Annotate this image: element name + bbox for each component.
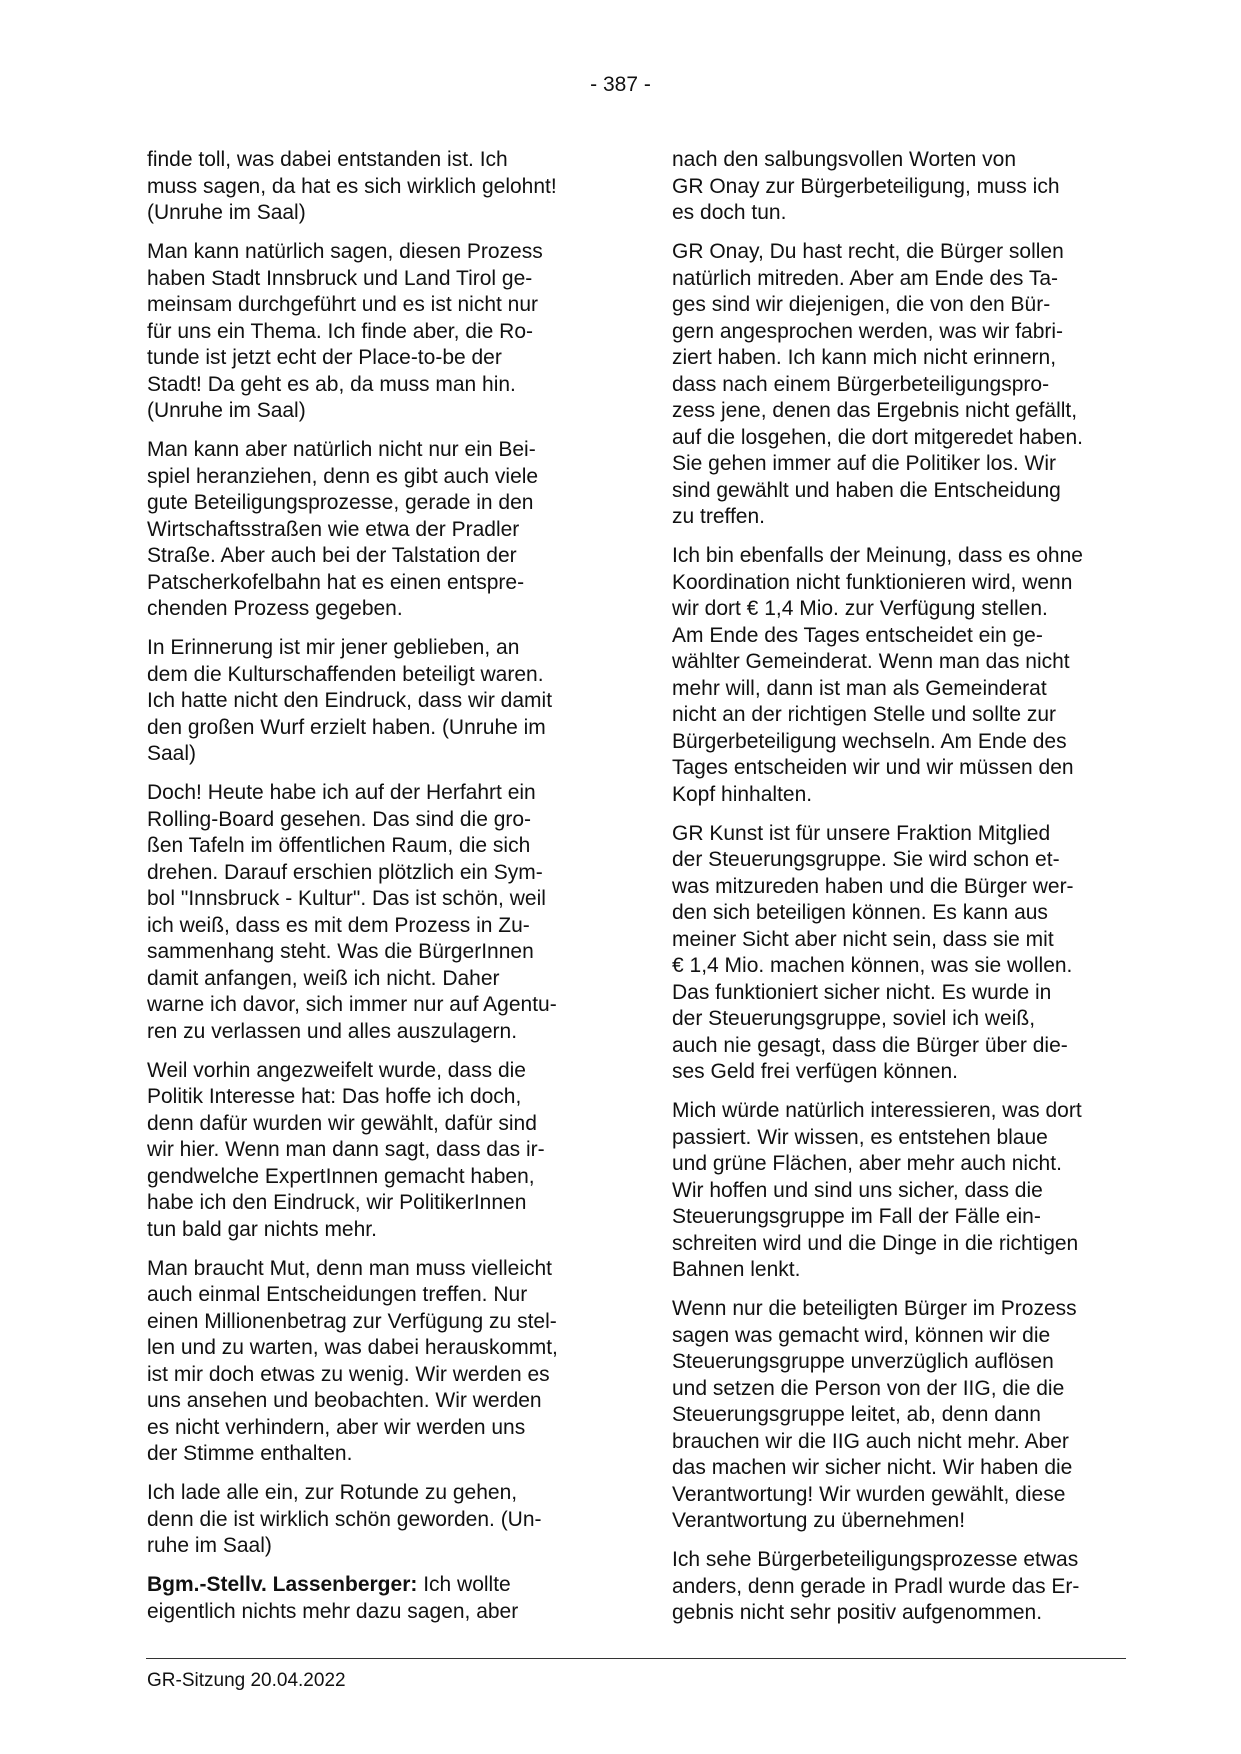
text-line: uns ansehen und beobachten. Wir werden	[147, 1389, 542, 1412]
text-line: dass nach einem Bürgerbeteiligungspro-	[672, 372, 1050, 396]
text-line: schreiten wird und die Dinge in die richtigen	[672, 1231, 1079, 1255]
text-line: Ich hatte nicht den Eindruck, dass wir damit	[147, 689, 553, 712]
text-line: passiert. Wir wissen, es entstehen blaue	[672, 1125, 1048, 1149]
text-line: Kopf hinhalten.	[672, 782, 813, 806]
paragraph	[147, 147, 617, 227]
text-line: Mich würde natürlich interessieren, was dort	[672, 1099, 1082, 1122]
text-line: es doch tun.	[672, 201, 787, 224]
text-line: Saal)	[147, 742, 197, 765]
text-line: ist mir doch etwas zu wenig. Wir werden es	[147, 1362, 550, 1386]
text-line: Stadt! Da geht es ab, da muss man hin.	[147, 372, 516, 396]
text-line: Politik Interesse hat: Das hoffe ich doch,	[147, 1085, 522, 1108]
text-line: ren zu verlassen und alles auszulagern.	[147, 1019, 518, 1043]
text-line: zess jene, denen das Ergebnis nicht gefällt,	[672, 399, 1078, 422]
text-line: das machen wir sicher nicht. Wir haben die	[672, 1456, 1073, 1479]
text-line: habe ich den Eindruck, wir PolitikerInnen	[147, 1191, 527, 1214]
text-line: ges sind wir diejenigen, die von den Bür-	[672, 293, 1051, 316]
text-line: und grüne Flächen, aber mehr auch nicht.	[672, 1152, 1062, 1175]
text-line: einen Millionenbetrag zur Verfügung zu stel-	[147, 1309, 557, 1333]
right-column	[672, 147, 1142, 1639]
footer-divider	[146, 1658, 1126, 1659]
paragraph	[147, 635, 617, 768]
text-line: Man kann natürlich sagen, diesen Prozess	[147, 240, 543, 263]
text-line: denn die ist wirklich schön geworden. (Un-	[147, 1507, 542, 1531]
paragraph	[147, 780, 617, 1045]
text-line: wir dort € 1,4 Mio. zur Verfügung stellen.	[672, 597, 1048, 620]
text-line: Straße. Aber auch bei der Talstation der	[147, 544, 517, 567]
page-number: - 387 -	[590, 73, 651, 96]
text-line: der Steuerungsgruppe. Sie wird schon et-	[672, 848, 1060, 871]
left-column	[147, 147, 617, 1638]
text-line: Das funktioniert sicher nicht. Es wurde in	[672, 980, 1052, 1004]
text-line: nicht an der richtigen Stelle und sollte zur	[672, 703, 1057, 726]
text-line: anders, denn gerade in Pradl wurde das Er-	[672, 1574, 1080, 1598]
text-line: Sie gehen immer auf die Politiker los. Wir	[672, 452, 1056, 475]
text-line: Wir hoffen und sind uns sicher, dass die	[672, 1178, 1043, 1202]
text-line: Koordination nicht funktionieren wird, wenn	[672, 570, 1073, 594]
text-line: nach den salbungsvollen Worten von	[672, 148, 1017, 171]
text-line: Am Ende des Tages entscheidet ein ge-	[672, 623, 1043, 647]
text-line: tun bald gar nichts mehr.	[147, 1217, 377, 1241]
text-line: auf die losgehen, die dort mitgeredet haben.	[672, 425, 1083, 449]
text-line: bol "Innsbruck - Kultur". Das ist schön, weil	[147, 887, 546, 910]
text-line: gendwelche ExpertInnen gemacht haben,	[147, 1164, 535, 1188]
speaker-name: Bgm.-Stellv. Lassenberger:	[147, 1573, 418, 1596]
paragraph	[147, 437, 617, 623]
text-line: sind gewählt und haben die Entscheidung	[672, 478, 1061, 502]
paragraph	[147, 239, 617, 425]
text-line: für uns ein Thema. Ich finde aber, die Ro-	[147, 319, 533, 343]
text-line: GR Onay, Du hast recht, die Bürger sollen	[672, 240, 1064, 263]
text-line: Steuerungsgruppe unverzüglich auflösen	[672, 1350, 1054, 1373]
text-line	[147, 1572, 617, 1599]
text-line: € 1,4 Mio. machen können, was sie wollen.	[672, 954, 1073, 977]
text-line: Wirtschaftsstraßen wie etwa der Pradler	[147, 517, 520, 541]
text-line: (Unruhe im Saal)	[147, 399, 306, 422]
text-line: Bahnen lenkt.	[672, 1258, 801, 1281]
text-line: GR Onay zur Bürgerbeteiligung, muss ich	[672, 174, 1060, 198]
text-line: es nicht verhindern, aber wir werden uns	[147, 1415, 526, 1439]
paragraph	[672, 1296, 1142, 1535]
text-line: Weil vorhin angezweifelt wurde, dass die	[147, 1058, 526, 1082]
text-line: warne ich davor, sich immer nur auf Agentu-	[147, 993, 557, 1016]
text-line: Ich sehe Bürgerbeteiligungsprozesse etwas	[672, 1548, 1079, 1571]
paragraph	[672, 147, 1142, 227]
text-line: auch nie gesagt, dass die Bürger über die-	[672, 1033, 1068, 1057]
paragraph	[147, 1256, 617, 1468]
text-line: brauchen wir die IIG auch nicht mehr. Aber	[672, 1429, 1069, 1453]
text-line: meinsam durchgeführt und es ist nicht nur	[147, 293, 539, 316]
paragraph	[147, 1480, 617, 1560]
text-line: finde toll, was dabei entstanden ist. Ich	[147, 148, 508, 171]
paragraph	[672, 543, 1142, 808]
text-line: chenden Prozess gegeben.	[147, 597, 403, 620]
text-line: mehr will, dann ist man als Gemeinderat	[672, 676, 1047, 700]
text-line: Ich bin ebenfalls der Meinung, dass es ohne	[672, 544, 1083, 567]
text-line: drehen. Darauf erschien plötzlich ein Sym-	[147, 860, 543, 884]
text-line: natürlich mitreden. Aber am Ende des Ta-	[672, 266, 1058, 290]
text-line: und setzen die Person von der IIG, die die	[672, 1376, 1065, 1400]
text-line: Verantwortung zu übernehmen!	[672, 1509, 966, 1532]
text-line: Steuerungsgruppe leitet, ab, denn dann	[672, 1403, 1041, 1426]
text-line: eigentlich nichts mehr dazu sagen, aber	[147, 1599, 519, 1623]
text-line: muss sagen, da hat es sich wirklich gelohnt!	[147, 174, 557, 198]
text-line: In Erinnerung ist mir jener geblieben, an	[147, 636, 520, 659]
text-line: Man kann aber natürlich nicht nur ein Bei-	[147, 438, 536, 461]
text-line: gern angesprochen werden, was wir fabri-	[672, 319, 1064, 343]
text-line: der Steuerungsgruppe, soviel ich weiß,	[672, 1007, 1036, 1030]
text-line: haben Stadt Innsbruck und Land Tirol ge-	[147, 266, 533, 290]
paragraph	[672, 821, 1142, 1086]
text-line: Rolling-Board gesehen. Das sind die gro-	[147, 807, 532, 831]
text-line: Verantwortung! Wir wurden gewählt, diese	[672, 1482, 1066, 1506]
text-line: ziert haben. Ich kann mich nicht erinnern,	[672, 346, 1057, 369]
text-line: wählter Gemeinderat. Wenn man das nicht	[672, 650, 1070, 673]
text-line: damit anfangen, weiß ich nicht. Daher	[147, 966, 500, 990]
text-line: dem die Kulturschaffenden beteiligt waren.	[147, 662, 544, 686]
text-line: den großen Wurf erzielt haben. (Unruhe im	[147, 715, 546, 739]
text-line: ruhe im Saal)	[147, 1534, 272, 1557]
text-line: zu treffen.	[672, 505, 766, 528]
text-line: Tages entscheiden wir und wir müssen den	[672, 756, 1074, 779]
text-line: sagen was gemacht wird, können wir die	[672, 1323, 1051, 1347]
footer-session-date: GR-Sitzung 20.04.2022	[147, 1670, 346, 1691]
text-line: tunde ist jetzt echt der Place-to-be der	[147, 346, 502, 369]
text-line: denn dafür wurden wir gewählt, dafür sind	[147, 1111, 537, 1135]
text-line: Steuerungsgruppe im Fall der Fälle ein-	[672, 1205, 1041, 1228]
text-line: ses Geld frei verfügen können.	[672, 1060, 959, 1083]
text-line: Ich lade alle ein, zur Rotunde zu gehen,	[147, 1481, 518, 1504]
text-line: auch einmal Entscheidungen treffen. Nur	[147, 1283, 528, 1306]
text-line: gebnis nicht sehr positiv aufgenommen.	[672, 1601, 1043, 1624]
text-line: gute Beteiligungsprozesse, gerade in den	[147, 491, 534, 514]
text-line: der Stimme enthalten.	[147, 1442, 353, 1465]
speaker-paragraph	[147, 1572, 617, 1625]
text-line: GR Kunst ist für unsere Fraktion Mitglied	[672, 821, 1051, 845]
text-line: was mitzureden haben und die Bürger wer-	[672, 874, 1074, 898]
paragraph	[672, 239, 1142, 531]
text-line: Man braucht Mut, denn man muss vielleicht	[147, 1256, 553, 1280]
text-line: ich weiß, dass es mit dem Prozess in Zu-	[147, 913, 530, 937]
text-line: ßen Tafeln im öffentlichen Raum, die sich	[147, 834, 531, 857]
text-line: Bürgerbeteiligung wechseln. Am Ende des	[672, 729, 1067, 753]
text-line: len und zu warten, was dabei herauskommt,	[147, 1336, 558, 1359]
text-line: meiner Sicht aber nicht sein, dass sie mit	[672, 927, 1054, 951]
speaker-text: Ich wollte	[417, 1573, 511, 1596]
paragraph	[147, 1058, 617, 1244]
text-line: den sich beteiligen können. Es kann aus	[672, 901, 1048, 924]
text-line: spiel heranziehen, denn es gibt auch viele	[147, 464, 539, 488]
text-line: Doch! Heute habe ich auf der Herfahrt ein	[147, 781, 536, 804]
text-line: wir hier. Wenn man dann sagt, dass das ir-	[147, 1138, 545, 1161]
text-line: sammenhang steht. Was die BürgerInnen	[147, 940, 534, 963]
text-line: Patscherkofelbahn hat es einen entspre-	[147, 570, 525, 594]
text-line: Wenn nur die beteiligten Bürger im Prozess	[672, 1297, 1077, 1320]
paragraph	[672, 1547, 1142, 1627]
paragraph	[672, 1098, 1142, 1284]
text-line: (Unruhe im Saal)	[147, 201, 306, 224]
